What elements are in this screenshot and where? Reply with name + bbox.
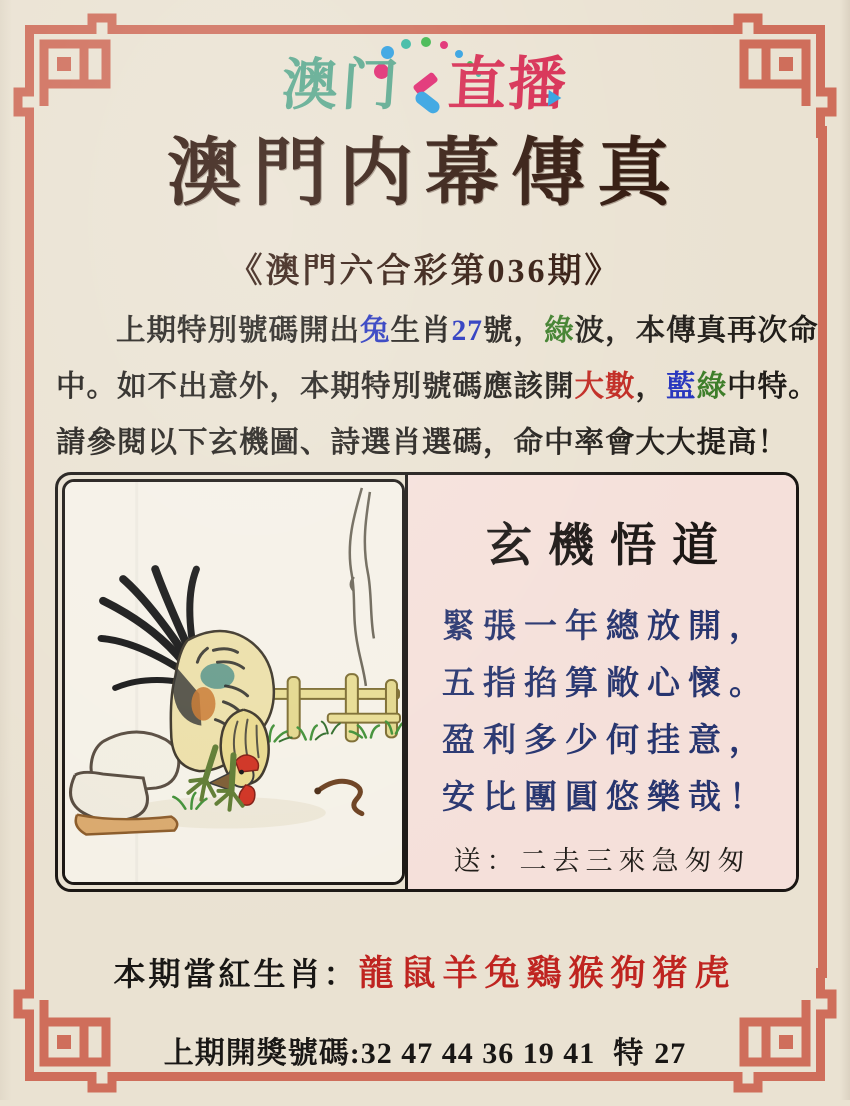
intro-line-1	[56, 303, 819, 359]
issue-subtitle: 《澳門六合彩第036期》	[228, 253, 622, 290]
text-run: 綠	[544, 315, 575, 347]
hot-zodiac-line	[0, 946, 850, 996]
mystic-content-box	[55, 472, 799, 892]
poem-line: 緊張一年總放開，	[442, 607, 770, 644]
rooster-illustration-drawing	[65, 482, 402, 882]
frame-line-bottom	[128, 1072, 722, 1081]
last-draw-line	[0, 1028, 850, 1072]
poem-line: 五指掐算敞心懷。	[442, 664, 770, 701]
text-run: 藍	[666, 371, 697, 403]
text-run: 生肖	[390, 315, 452, 347]
logo-chevron-icon	[410, 66, 444, 120]
logo-text-live: 直播	[446, 52, 570, 117]
text-run: 上期特別號碼開出	[116, 315, 361, 347]
logo-dot	[440, 41, 448, 49]
intro-paragraph	[56, 303, 819, 471]
macau-live-logo	[0, 34, 850, 122]
mystic-poem	[408, 597, 796, 825]
logo-dot	[421, 37, 431, 47]
play-icon	[548, 90, 562, 106]
text-run: 波，本傳真再次命	[574, 315, 819, 347]
intro-line-2	[56, 359, 819, 415]
logo-text-macau: 澳门	[279, 53, 405, 116]
mystic-panel-title: 玄機悟道	[486, 520, 734, 571]
illustration-cell	[58, 475, 405, 889]
text-run: 號，	[483, 315, 545, 347]
text-run: 27	[451, 315, 484, 347]
special-number: 27	[654, 1037, 687, 1070]
page-title: 澳門内幕傳真	[167, 133, 683, 215]
rooster-illustration	[62, 479, 405, 885]
text-run: 大數	[574, 371, 636, 403]
zodiac-label: 本期當紅生肖：	[113, 956, 359, 992]
logo-dot	[401, 39, 411, 49]
text-run: 綠	[696, 371, 728, 403]
frame-line-top	[128, 25, 722, 34]
special-label: 特	[613, 1037, 645, 1070]
draw-label: 上期開獎號碼:	[163, 1037, 361, 1070]
text-run: 中特。	[727, 371, 819, 403]
intro-line-3	[56, 415, 804, 471]
mystic-panel	[405, 475, 796, 889]
text-run: 請參閱以下玄機圖、詩選肖選碼，命中率會大大提高！	[56, 427, 789, 459]
poem-line: 安比團圓悠樂哉！	[442, 778, 770, 815]
text-run: 中。如不出意外，本期特別號碼應該開	[56, 371, 575, 403]
text-run: ，	[635, 371, 667, 403]
text-run: 兔	[360, 315, 391, 347]
draw-numbers: 32 47 44 36 19 41	[360, 1037, 596, 1070]
zodiac-values: 龍鼠羊兔鷄猴狗猪虎	[358, 954, 737, 993]
gift-line: 送：二去三來急匆匆	[453, 846, 751, 876]
poem-line: 盈利多少何挂意，	[442, 721, 770, 758]
